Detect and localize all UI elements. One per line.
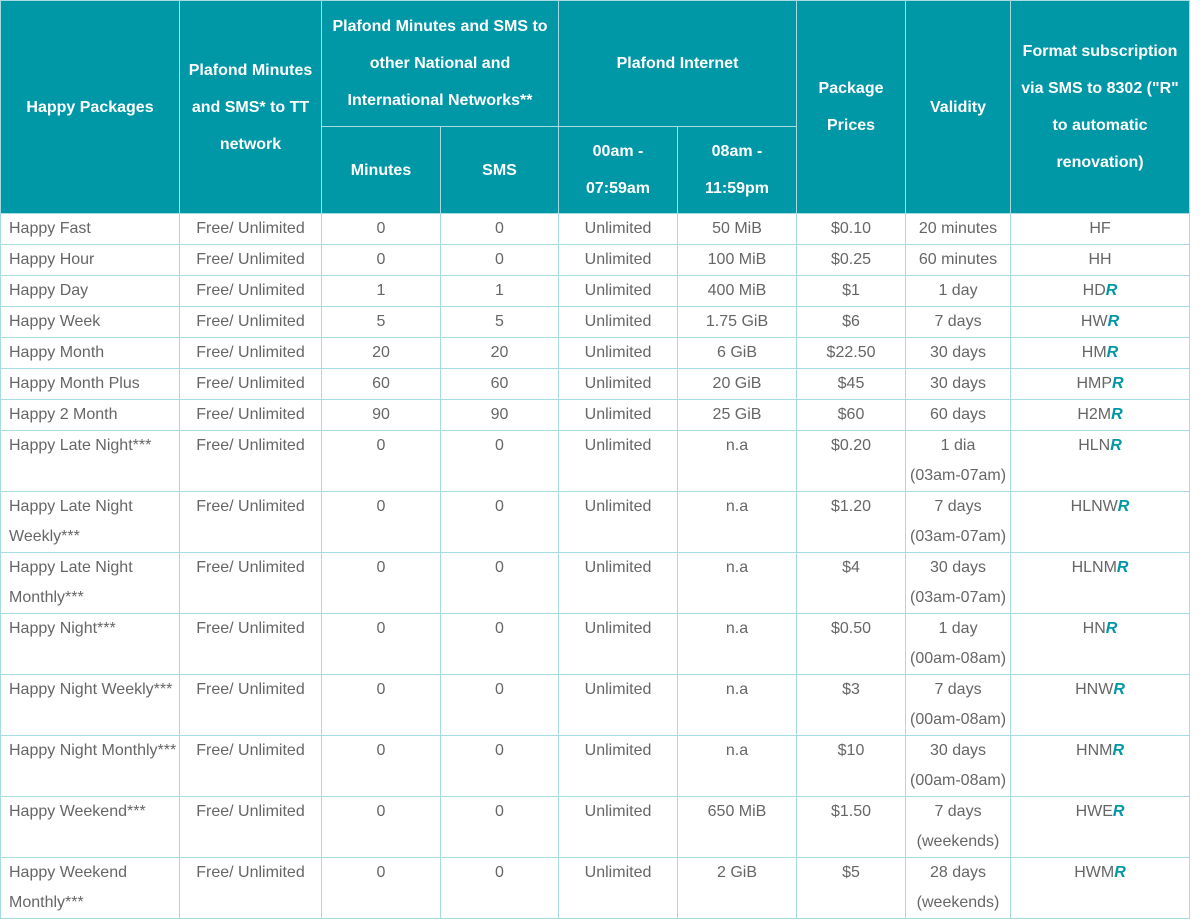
validity-cell [906,675,1011,736]
table-row [1,276,1190,307]
package-name: Happy Late Night*** [1,431,180,492]
sms-cell: 0 [441,245,559,276]
sms-code: HMP [1076,375,1113,392]
table-row [1,614,1190,675]
table-row [1,675,1190,736]
table-row [1,492,1190,553]
format-cell [1011,400,1190,431]
sms-cell: 0 [441,553,559,614]
table-row [1,338,1190,369]
package-name: Happy Fast [1,214,180,245]
sms-cell: 20 [441,338,559,369]
minutes-cell: 60 [322,369,441,400]
tt-network-cell: Free/ Unlimited [180,858,322,919]
table-row [1,736,1190,797]
tt-network-cell: Free/ Unlimited [180,338,322,369]
tt-network-cell: Free/ Unlimited [180,276,322,307]
table-row [1,214,1190,245]
format-cell [1011,245,1190,276]
price-cell: $60 [797,400,906,431]
internet-night-cell: Unlimited [559,553,678,614]
validity-cell [906,614,1011,675]
validity-hours: (00am-08am) [910,772,1007,789]
internet-day-cell: n.a [678,492,797,553]
auto-renew-suffix: R [1111,406,1123,423]
format-cell [1011,276,1190,307]
format-cell [1011,307,1190,338]
internet-day-cell: n.a [678,614,797,675]
header-price: Package Prices [797,1,906,214]
auto-renew-suffix: R [1116,559,1129,576]
validity-cell [906,276,1011,307]
sms-code: HM [1081,344,1107,361]
internet-day-cell: n.a [678,736,797,797]
format-cell [1011,492,1190,553]
sms-code: HWM [1074,864,1115,881]
price-cell: $5 [797,858,906,919]
internet-night-cell: Unlimited [559,858,678,919]
sms-code: HW [1080,313,1108,330]
tt-network-cell: Free/ Unlimited [180,431,322,492]
internet-night-cell: Unlimited [559,492,678,553]
validity-period: 20 minutes [918,220,998,237]
validity-period: 7 days [934,681,982,698]
package-name: Happy Night*** [1,614,180,675]
internet-day-cell: 20 GiB [678,369,797,400]
validity-period: 1 day [938,282,978,299]
table-row [1,369,1190,400]
minutes-cell: 0 [322,553,441,614]
tt-network-cell: Free/ Unlimited [180,675,322,736]
validity-period: 7 days [934,498,982,515]
header-internet: Plafond Internet [559,1,797,127]
auto-renew-suffix: R [1112,742,1125,759]
format-cell [1011,214,1190,245]
auto-renew-suffix: R [1105,620,1118,637]
validity-cell [906,400,1011,431]
minutes-cell: 0 [322,245,441,276]
validity-period: 30 days [929,559,987,576]
validity-period: 30 days [929,375,987,392]
validity-period: 1 day [938,620,978,637]
table-row [1,400,1190,431]
package-name: Happy Weekend Monthly*** [1,858,180,919]
package-name: Happy Week [1,307,180,338]
price-cell: $10 [797,736,906,797]
header-night: 00am - 07:59am [559,127,678,214]
auto-renew-suffix: R [1105,282,1118,299]
validity-period: 28 days [929,864,987,881]
validity-period: 7 days [934,803,982,820]
validity-hours: (weekends) [916,833,1000,850]
header-minutes: Minutes [322,127,441,214]
validity-cell [906,307,1011,338]
internet-day-cell: 25 GiB [678,400,797,431]
internet-day-cell: n.a [678,553,797,614]
internet-night-cell: Unlimited [559,797,678,858]
sms-cell: 0 [441,675,559,736]
minutes-cell: 0 [322,214,441,245]
format-cell [1011,431,1190,492]
validity-cell [906,797,1011,858]
auto-renew-suffix: R [1112,803,1125,820]
format-cell [1011,553,1190,614]
header-tt-network: Plafond Minutes and SMS* to TT network [180,1,322,214]
minutes-cell: 0 [322,797,441,858]
table-row [1,431,1190,492]
sms-code: HD [1082,282,1106,299]
validity-period: 30 days [929,742,987,759]
sms-cell: 0 [441,214,559,245]
minutes-cell: 90 [322,400,441,431]
internet-day-cell: 100 MiB [678,245,797,276]
tt-network-cell: Free/ Unlimited [180,492,322,553]
table-row [1,858,1190,919]
internet-night-cell: Unlimited [559,245,678,276]
validity-hours: (03am-07am) [910,589,1007,606]
auto-renew-suffix: R [1117,498,1130,515]
validity-cell [906,553,1011,614]
minutes-cell: 0 [322,675,441,736]
auto-renew-suffix: R [1112,375,1124,392]
tt-network-cell: Free/ Unlimited [180,736,322,797]
internet-night-cell: Unlimited [559,675,678,736]
validity-cell [906,858,1011,919]
price-cell: $45 [797,369,906,400]
sms-cell: 1 [441,276,559,307]
validity-hours: (03am-07am) [910,528,1007,545]
format-cell [1011,338,1190,369]
sms-code: HF [1089,220,1111,237]
package-name: Happy Hour [1,245,180,276]
header-format: Format subscription via SMS to 8302 ("R" to automatic renovation) [1011,1,1190,214]
package-name: Happy Day [1,276,180,307]
sms-cell: 0 [441,614,559,675]
sms-code: HWE [1075,803,1113,820]
price-cell: $0.20 [797,431,906,492]
package-name: Happy Night Monthly*** [1,736,180,797]
internet-day-cell: 650 MiB [678,797,797,858]
sms-cell: 5 [441,307,559,338]
table-row [1,553,1190,614]
format-cell [1011,858,1190,919]
header-packages: Happy Packages [1,1,180,214]
validity-hours: (00am-08am) [910,711,1007,728]
price-cell: $1.20 [797,492,906,553]
internet-night-cell: Unlimited [559,431,678,492]
auto-renew-suffix: R [1110,437,1122,454]
internet-night-cell: Unlimited [559,736,678,797]
sms-cell: 90 [441,400,559,431]
internet-night-cell: Unlimited [559,307,678,338]
price-cell: $4 [797,553,906,614]
format-cell [1011,614,1190,675]
sms-code: HLNM [1071,559,1117,576]
internet-day-cell: 2 GiB [678,858,797,919]
validity-cell [906,338,1011,369]
sms-code: H2M [1077,406,1112,423]
auto-renew-suffix: R [1107,313,1120,330]
sms-code: HNW [1075,681,1114,698]
package-name: Happy Month Plus [1,369,180,400]
validity-hours: (00am-08am) [910,650,1007,667]
minutes-cell: 1 [322,276,441,307]
package-name: Happy Weekend*** [1,797,180,858]
package-name: Happy Late Night Weekly*** [1,492,180,553]
package-name: Happy 2 Month [1,400,180,431]
tt-network-cell: Free/ Unlimited [180,400,322,431]
sms-code: HLN [1078,437,1111,454]
table-row [1,797,1190,858]
price-cell: $1 [797,276,906,307]
minutes-cell: 20 [322,338,441,369]
validity-cell [906,492,1011,553]
minutes-cell: 0 [322,736,441,797]
price-cell: $0.50 [797,614,906,675]
format-cell [1011,369,1190,400]
table-body [1,214,1190,919]
price-cell: $1.50 [797,797,906,858]
header-other-networks: Plafond Minutes and SMS to other National and International Networks** [322,1,559,127]
tt-network-cell: Free/ Unlimited [180,307,322,338]
validity-cell [906,245,1011,276]
internet-night-cell: Unlimited [559,369,678,400]
tt-network-cell: Free/ Unlimited [180,245,322,276]
minutes-cell: 0 [322,431,441,492]
internet-night-cell: Unlimited [559,400,678,431]
price-cell: $0.25 [797,245,906,276]
auto-renew-suffix: R [1114,864,1126,881]
tt-network-cell: Free/ Unlimited [180,797,322,858]
header-day: 08am - 11:59pm [678,127,797,214]
sms-code: HN [1082,620,1106,637]
validity-period: 60 minutes [918,251,998,268]
validity-period: 1 dia [940,437,976,454]
price-cell: $22.50 [797,338,906,369]
price-cell: $3 [797,675,906,736]
format-cell [1011,675,1190,736]
internet-night-cell: Unlimited [559,338,678,369]
header-validity: Validity [906,1,1011,214]
package-name: Happy Night Weekly*** [1,675,180,736]
price-cell: $6 [797,307,906,338]
sms-code: HH [1088,251,1112,268]
header-sms: SMS [441,127,559,214]
internet-night-cell: Unlimited [559,276,678,307]
validity-period: 7 days [934,313,982,330]
sms-code: HNM [1076,742,1113,759]
validity-cell [906,214,1011,245]
auto-renew-suffix: R [1106,344,1119,361]
validity-cell [906,431,1011,492]
internet-day-cell: 1.75 GiB [678,307,797,338]
validity-hours: (weekends) [916,894,1000,911]
format-cell [1011,736,1190,797]
tt-network-cell: Free/ Unlimited [180,369,322,400]
internet-day-cell: 6 GiB [678,338,797,369]
sms-cell: 60 [441,369,559,400]
sms-cell: 0 [441,492,559,553]
validity-period: 60 days [929,406,987,423]
tt-network-cell: Free/ Unlimited [180,553,322,614]
sms-cell: 0 [441,431,559,492]
table-row [1,307,1190,338]
validity-hours: (03am-07am) [910,467,1007,484]
validity-cell [906,369,1011,400]
format-cell [1011,797,1190,858]
minutes-cell: 0 [322,614,441,675]
internet-day-cell: n.a [678,431,797,492]
minutes-cell: 0 [322,492,441,553]
minutes-cell: 0 [322,858,441,919]
package-name: Happy Late Night Monthly*** [1,553,180,614]
sms-cell: 0 [441,797,559,858]
internet-day-cell: n.a [678,675,797,736]
tt-network-cell: Free/ Unlimited [180,614,322,675]
internet-night-cell: Unlimited [559,614,678,675]
minutes-cell: 5 [322,307,441,338]
tt-network-cell: Free/ Unlimited [180,214,322,245]
package-name: Happy Month [1,338,180,369]
sms-cell: 0 [441,736,559,797]
price-cell: $0.10 [797,214,906,245]
sms-cell: 0 [441,858,559,919]
internet-night-cell: Unlimited [559,214,678,245]
internet-day-cell: 50 MiB [678,214,797,245]
validity-period: 30 days [929,344,987,361]
sms-code: HLNW [1070,498,1118,515]
internet-day-cell: 400 MiB [678,276,797,307]
table-row [1,245,1190,276]
validity-cell [906,736,1011,797]
auto-renew-suffix: R [1113,681,1125,698]
